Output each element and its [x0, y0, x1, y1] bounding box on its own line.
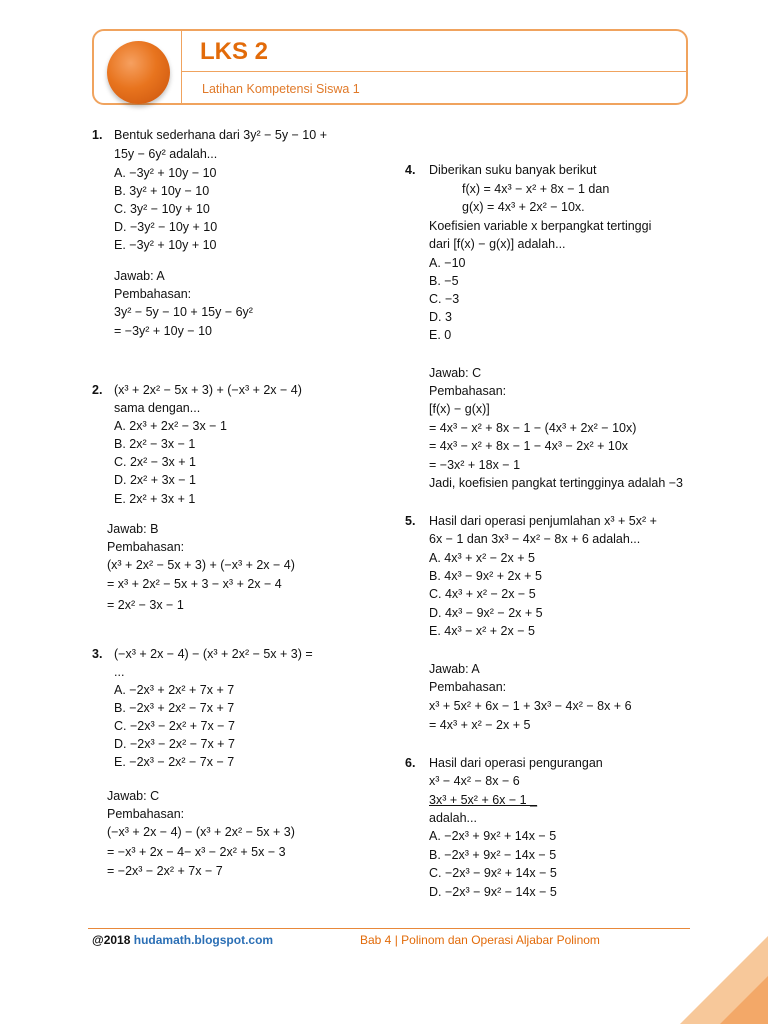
footer-chapter: Bab 4 | Polinom dan Operasi Aljabar Polinom [360, 933, 600, 947]
worksheet-line: C. −3 [429, 292, 460, 306]
page-subtitle: Latihan Kompetensi Siswa 1 [202, 82, 360, 96]
worksheet-line: dari [f(x) − g(x)] adalah... [429, 237, 566, 251]
header-divider-horizontal [182, 71, 686, 72]
worksheet-line: Diberikan suku banyak berikut [429, 163, 597, 177]
worksheet-line: = 4x³ − x² + 8x − 1 − (4x³ + 2x² − 10x) [429, 421, 637, 435]
question-number: 6. [405, 756, 416, 770]
worksheet-line: = 2x² − 3x − 1 [107, 598, 184, 612]
worksheet-line: A. 2x³ + 2x² − 3x − 1 [114, 419, 227, 433]
worksheet-line: = −2x³ − 2x² + 7x − 7 [107, 864, 223, 878]
worksheet-line: C. −2x³ − 2x² + 7x − 7 [114, 719, 235, 733]
worksheet-line: ... [114, 665, 125, 679]
worksheet-line: x³ − 4x² − 8x − 6 [429, 774, 520, 788]
worksheet-line: 3x³ + 5x² + 6x − 1 _ [429, 793, 538, 807]
worksheet-line: B. −5 [429, 274, 459, 288]
worksheet-line: E. −2x³ − 2x² − 7x − 7 [114, 755, 235, 769]
worksheet-line: E. 2x² + 3x + 1 [114, 492, 196, 506]
worksheet-line: Bentuk sederhana dari 3y² − 5y − 10 + [114, 128, 327, 142]
worksheet-line: (−x³ + 2x − 4) − (x³ + 2x² − 5x + 3) [107, 825, 295, 839]
worksheet-line: 3y² − 5y − 10 + 15y − 6y² [114, 305, 253, 319]
worksheet-line: Hasil dari operasi penjumlahan x³ + 5x² + [429, 514, 657, 528]
worksheet-line: (x³ + 2x² − 5x + 3) + (−x³ + 2x − 4) [107, 558, 295, 572]
worksheet-line: Jawab: C [429, 366, 482, 380]
worksheet-line: D. 2x² + 3x − 1 [114, 473, 196, 487]
footer-copyright: @2018 [92, 933, 131, 947]
worksheet-line: adalah... [429, 811, 477, 825]
worksheet-line: = 4x³ + x² − 2x + 5 [429, 718, 531, 732]
worksheet-line: (−x³ + 2x − 4) − (x³ + 2x² − 5x + 3) = [114, 647, 313, 661]
worksheet-line: E. 0 [429, 328, 452, 342]
worksheet-line: B. 4x³ − 9x² + 2x + 5 [429, 569, 542, 583]
worksheet-line: B. 2x² − 3x − 1 [114, 437, 196, 451]
worksheet-line: Jawab: C [107, 789, 160, 803]
worksheet-line: A. −10 [429, 256, 466, 270]
question-number: 2. [92, 383, 103, 397]
worksheet-line: = −x³ + 2x − 4− x³ − 2x² + 5x − 3 [107, 845, 286, 859]
worksheet-line: E. 4x³ − x² + 2x − 5 [429, 624, 535, 638]
page-title: LKS 2 [200, 38, 269, 65]
worksheet-line: C. 2x² − 3x + 1 [114, 455, 196, 469]
footer-left [92, 933, 273, 947]
question-number: 5. [405, 514, 416, 528]
worksheet-line: 15y − 6y² adalah... [114, 147, 218, 161]
question-number: 1. [92, 128, 103, 142]
worksheet-line: = −3x² + 18x − 1 [429, 458, 521, 472]
worksheet-line: C. 4x³ + x² − 2x − 5 [429, 587, 536, 601]
worksheet-line: C. 3y² − 10y + 10 [114, 202, 210, 216]
worksheet-line: Pembahasan: [429, 680, 507, 694]
worksheet-line: g(x) = 4x³ + 2x² − 10x. [462, 200, 585, 214]
worksheet-line: sama dengan... [114, 401, 201, 415]
orange-circle-logo [107, 41, 170, 104]
worksheet-line: E. −3y² + 10y + 10 [114, 238, 217, 252]
worksheet-line: = x³ + 2x² − 5x + 3 − x³ + 2x − 4 [107, 577, 282, 591]
worksheet-line: (x³ + 2x² − 5x + 3) + (−x³ + 2x − 4) [114, 383, 302, 397]
worksheet-line: f(x) = 4x³ − x² + 8x − 1 dan [462, 182, 610, 196]
worksheet-line: D. 4x³ − 9x² − 2x + 5 [429, 606, 543, 620]
worksheet-line: A. −2x³ + 2x² + 7x + 7 [114, 683, 235, 697]
corner-decoration [668, 924, 768, 1024]
worksheet-line: Pembahasan: [429, 384, 507, 398]
worksheet-line: B. 3y² + 10y − 10 [114, 184, 210, 198]
worksheet-line: x³ + 5x² + 6x − 1 + 3x³ − 4x² − 8x + 6 [429, 699, 632, 713]
worksheet-line: [f(x) − g(x)] [429, 402, 490, 416]
worksheet-line: 6x − 1 dan 3x³ − 4x² − 8x + 6 adalah... [429, 532, 641, 546]
worksheet-line: = 4x³ − x² + 8x − 1 − 4x³ − 2x² + 10x [429, 439, 629, 453]
question-number: 4. [405, 163, 416, 177]
header-divider-vertical [181, 31, 182, 103]
worksheet-line: A. −2x³ + 9x² + 14x − 5 [429, 829, 557, 843]
worksheet-line: Pembahasan: [107, 807, 185, 821]
worksheet-line: A. 4x³ + x² − 2x + 5 [429, 551, 535, 565]
worksheet-line: Jawab: A [114, 269, 165, 283]
worksheet-line: A. −3y² + 10y − 10 [114, 166, 217, 180]
worksheet-line: D. −2x³ − 9x² − 14x − 5 [429, 885, 557, 899]
question-number: 3. [92, 647, 103, 661]
worksheet-line: Pembahasan: [107, 540, 185, 554]
worksheet-line: Jawab: A [429, 662, 480, 676]
worksheet-line: Pembahasan: [114, 287, 192, 301]
worksheet-line: D. −2x³ − 2x² − 7x + 7 [114, 737, 235, 751]
worksheet-line: = −3y² + 10y − 10 [114, 324, 212, 338]
footer-site-link[interactable]: hudamath.blogspot.com [133, 933, 274, 947]
worksheet-line: B. −2x³ + 2x² − 7x + 7 [114, 701, 235, 715]
worksheet-line: Hasil dari operasi pengurangan [429, 756, 603, 770]
worksheet-line: Jawab: B [107, 522, 159, 536]
worksheet-line: B. −2x³ + 9x² − 14x − 5 [429, 848, 557, 862]
worksheet-line: C. −2x³ − 9x² + 14x − 5 [429, 866, 557, 880]
worksheet-line: Koefisien variable x berpangkat tertinggi [429, 219, 652, 233]
worksheet-line: D. −3y² − 10y + 10 [114, 220, 218, 234]
worksheet-line: D. 3 [429, 310, 452, 324]
worksheet-line: Jadi, koefisien pangkat tertingginya adalah −3 [429, 476, 683, 490]
footer-divider [88, 928, 690, 929]
